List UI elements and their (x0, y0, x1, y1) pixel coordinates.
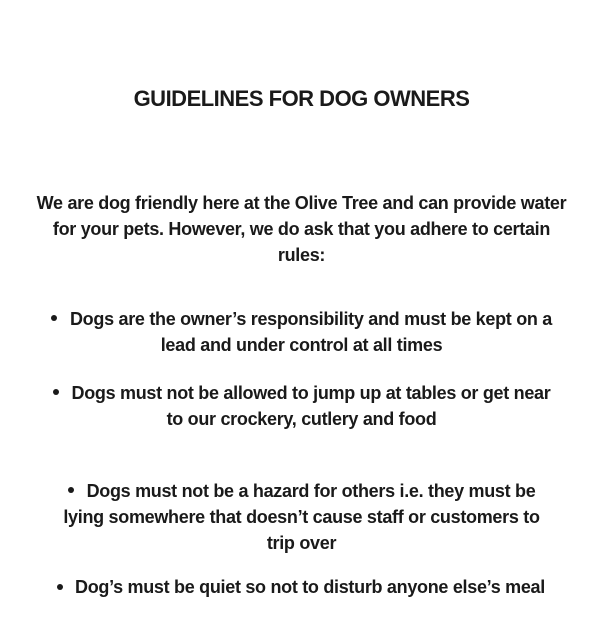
rule-item (0, 380, 603, 432)
rule-text: Dog’s must be quiet so not to disturb anyone else’s meal (75, 577, 545, 597)
intro-paragraph: We are dog friendly here at the Olive Tree and can provide water for your pets. However, we do ask that you adhere to certain rules: (36, 193, 567, 265)
page-title: GUIDELINES FOR DOG OWNERS (133, 86, 470, 111)
rule-text: Dogs are the owner’s responsibility and must be kept on a lead and under control at all times (69, 309, 552, 355)
rule-item (0, 574, 603, 600)
rule-text: Dogs must not be a hazard for others i.e. they must be lying somewhere that doesn’t cause staff or customers to trip over (63, 481, 540, 553)
bullet-icon (68, 487, 74, 493)
bullet-icon (57, 584, 63, 590)
rule-item (0, 306, 603, 358)
rules-list (0, 306, 603, 600)
bullet-icon (53, 389, 59, 395)
rule-text: Dogs must not be allowed to jump up at tables or get near to our crockery, cutlery and food (71, 383, 551, 429)
bullet-icon (51, 315, 57, 321)
rule-item (0, 478, 603, 556)
